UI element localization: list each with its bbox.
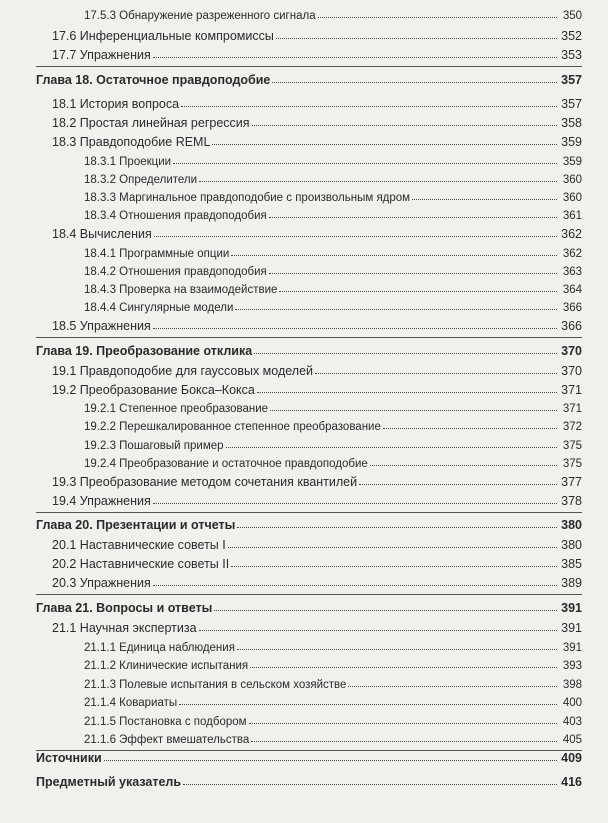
toc-entry-sec <box>52 472 582 489</box>
toc-entry-page: 375 <box>562 440 582 452</box>
toc-entry-title: 19.2 Преобразование Бокса–Кокса <box>52 383 255 397</box>
toc-entry-chap <box>36 515 582 532</box>
toc-entry-title: Предметный указатель <box>36 775 182 789</box>
dot-leader <box>279 291 557 292</box>
toc-entry-sec <box>52 45 582 62</box>
toc-entry-page: 380 <box>561 538 582 552</box>
dot-leader <box>383 428 557 429</box>
dot-leader <box>250 667 557 668</box>
toc-entry-title: 19.2.3 Пошаговый пример <box>84 440 224 452</box>
toc-entry-sub <box>84 151 582 168</box>
toc-entry-title: 19.2.4 Преобразование и остаточное правдоподобие <box>84 458 368 470</box>
dot-leader <box>249 723 557 724</box>
toc-entry-page: 360 <box>562 174 582 186</box>
toc-entry-sec <box>52 224 582 241</box>
toc-entry-title: 18.4.3 Проверка на взаимодействие <box>84 284 278 296</box>
toc-entry-page: 370 <box>561 364 582 378</box>
toc-entry-title: Источники <box>36 751 102 765</box>
toc-entry-page: 377 <box>561 475 582 489</box>
dot-leader <box>153 328 557 329</box>
dot-leader <box>226 447 557 448</box>
toc-entry-title: 21.1.4 Ковариаты <box>84 697 178 709</box>
toc-entry-title: 18.2 Простая линейная регрессия <box>52 116 250 130</box>
toc-entry-page: 361 <box>562 210 582 222</box>
toc-entry-sub <box>84 297 582 314</box>
toc-entry-sub <box>84 416 582 433</box>
toc-entry-title: 18.4 Вычисления <box>52 227 152 241</box>
toc-entry-title: 21.1 Научная экспертиза <box>52 621 197 635</box>
toc-entry-sub <box>84 435 582 452</box>
toc-entry-page: 366 <box>561 319 582 333</box>
toc-entry-sub <box>84 637 582 654</box>
toc-entry-page: 360 <box>562 192 582 204</box>
toc-entry-sub <box>84 261 582 278</box>
dot-leader <box>348 686 557 687</box>
toc-entry-sub <box>84 5 582 22</box>
toc-entry-title: 21.1.3 Полевые испытания в сельском хозяйстве <box>84 679 347 691</box>
toc-entry-page: 391 <box>562 642 582 654</box>
toc-entry-sec <box>52 618 582 635</box>
toc-entry-sub <box>84 205 582 222</box>
toc-entry-page: 362 <box>562 248 582 260</box>
toc-entry-title: 18.3 Правдоподобие REML <box>52 135 211 149</box>
toc-entry-title: 18.3.2 Определители <box>84 174 198 186</box>
toc-entry-title: 19.4 Упражнения <box>52 494 151 508</box>
toc-entry-sub <box>84 729 582 746</box>
toc-entry-title: 17.7 Упражнения <box>52 48 151 62</box>
chapter-separator-rule <box>36 512 582 513</box>
toc-entry-title: Глава 20. Презентации и отчеты <box>36 518 236 532</box>
toc-entry-page: 403 <box>562 716 582 728</box>
toc-entry-page: 375 <box>562 458 582 470</box>
toc-entry-page: 357 <box>561 73 582 87</box>
toc-entry-title: 19.2.1 Степенное преобразование <box>84 403 269 415</box>
dot-leader <box>370 465 557 466</box>
dot-leader <box>153 585 557 586</box>
toc-entry-page: 353 <box>561 48 582 62</box>
toc-entry-page: 409 <box>561 751 582 765</box>
toc-entry-title: 20.3 Упражнения <box>52 576 151 590</box>
dot-leader <box>359 484 557 485</box>
toc-entry-page: 366 <box>562 302 582 314</box>
toc-entry-title: Глава 19. Преобразование отклика <box>36 344 253 358</box>
dot-leader <box>214 610 557 611</box>
toc-entry-page: 380 <box>561 518 582 532</box>
dot-leader <box>154 236 557 237</box>
toc-entry-title: 18.4.2 Отношения правдоподобия <box>84 266 267 278</box>
dot-leader <box>272 82 557 83</box>
toc-entry-page: 385 <box>561 557 582 571</box>
toc-entry-title: Глава 21. Вопросы и ответы <box>36 601 213 615</box>
dot-leader <box>269 217 557 218</box>
toc-entry-page: 405 <box>562 734 582 746</box>
toc-entry-title: 19.3 Преобразование методом сочетания квантилей <box>52 475 358 489</box>
toc-entry-title: 19.2.2 Перешкалированное степенное преобразование <box>84 421 381 433</box>
toc-entry-page: 372 <box>562 421 582 433</box>
toc-entry-title: 20.2 Наставнические советы II <box>52 557 230 571</box>
dot-leader <box>251 741 557 742</box>
toc-entry-page: 400 <box>562 697 582 709</box>
chapter-separator-rule <box>36 750 582 751</box>
toc-entry-page: 371 <box>562 403 582 415</box>
toc-entry-title: 18.3.1 Проекции <box>84 156 172 168</box>
toc-entry-title: 19.1 Правдоподобие для гауссовых моделей <box>52 364 313 378</box>
toc-entry-sub <box>84 187 582 204</box>
toc-entry-title: 17.5.3 Обнаружение разреженного сигнала <box>84 10 316 22</box>
dot-leader <box>179 704 557 705</box>
toc-entry-page: 416 <box>561 775 582 789</box>
toc-entry-sub <box>84 243 582 260</box>
dot-leader <box>235 309 557 310</box>
toc-entry-page: 398 <box>562 679 582 691</box>
dot-leader <box>315 373 557 374</box>
toc-entry-sec <box>52 573 582 590</box>
toc-entry-sec <box>52 132 582 149</box>
toc-entry-page: 391 <box>561 601 582 615</box>
toc-entry-sec <box>52 491 582 508</box>
toc-entry-sec <box>52 113 582 130</box>
toc-entry-title: Глава 18. Остаточное правдоподобие <box>36 73 271 87</box>
toc-entry-sub <box>84 398 582 415</box>
toc-entry-title: 17.6 Инференциальные компромиссы <box>52 29 274 43</box>
dot-leader <box>199 630 557 631</box>
toc-entry-page: 362 <box>561 227 582 241</box>
toc-entry-sec <box>52 94 582 111</box>
dot-leader <box>181 106 557 107</box>
toc-entry-page: 352 <box>561 29 582 43</box>
toc-entry-chap <box>36 341 582 358</box>
dot-leader <box>199 181 557 182</box>
toc-entry-page: 363 <box>562 266 582 278</box>
dot-leader <box>153 57 557 58</box>
toc-entry-page: 359 <box>561 135 582 149</box>
toc-entry-sec <box>52 316 582 333</box>
dot-leader <box>269 273 557 274</box>
toc-entry-page: 393 <box>562 660 582 672</box>
dot-leader <box>173 163 557 164</box>
dot-leader <box>231 255 557 256</box>
dot-leader <box>212 144 557 145</box>
toc-entry-page: 370 <box>561 344 582 358</box>
chapter-separator-rule <box>36 337 582 338</box>
toc-entry-title: 18.5 Упражнения <box>52 319 151 333</box>
dot-leader <box>231 566 557 567</box>
toc-entry-page: 350 <box>562 10 582 22</box>
toc-entry-page: 391 <box>561 621 582 635</box>
toc-entry-sub <box>84 692 582 709</box>
toc-entry-title: 21.1.2 Клинические испытания <box>84 660 249 672</box>
dot-leader <box>318 17 557 18</box>
dot-leader <box>237 527 557 528</box>
chapter-separator-rule <box>36 594 582 595</box>
toc-entry-sub <box>84 169 582 186</box>
toc-entry-title: 20.1 Наставнические советы I <box>52 538 226 552</box>
toc-entry-title: 21.1.6 Эффект вмешательства <box>84 734 250 746</box>
dot-leader <box>270 410 557 411</box>
toc-entry-page: 371 <box>561 383 582 397</box>
toc-entry-sec <box>52 554 582 571</box>
toc-entry-sec <box>52 361 582 378</box>
dot-leader <box>412 199 557 200</box>
toc-entry-title: 18.4.1 Программные опции <box>84 248 230 260</box>
toc-entry-page: 358 <box>561 116 582 130</box>
toc-entry-page: 359 <box>562 156 582 168</box>
dot-leader <box>237 649 557 650</box>
toc-entry-chap <box>36 598 582 615</box>
toc-entry-sub <box>84 279 582 296</box>
toc-entry-sec <box>52 380 582 397</box>
toc-entry-chap <box>36 70 582 87</box>
toc-entry-title: 18.1 История вопроса <box>52 97 180 111</box>
toc-entry-sub <box>84 674 582 691</box>
dot-leader <box>228 547 557 548</box>
toc-entry-page: 378 <box>561 494 582 508</box>
chapter-separator-rule <box>36 66 582 67</box>
dot-leader <box>183 784 557 785</box>
toc-entry-title: 18.3.3 Маргинальное правдоподобие с произвольным ядром <box>84 192 411 204</box>
toc-entry-title: 18.4.4 Сингулярные модели <box>84 302 234 314</box>
toc-entry-page: 357 <box>561 97 582 111</box>
toc-entry-sec <box>52 26 582 43</box>
toc-entry-title: 21.1.5 Постановка с подбором <box>84 716 247 728</box>
dot-leader <box>276 38 557 39</box>
dot-leader <box>257 392 557 393</box>
toc-entry-title: 21.1.1 Единица наблюдения <box>84 642 235 654</box>
toc-entry-sec <box>52 535 582 552</box>
toc-entry-page: 364 <box>562 284 582 296</box>
toc-entry-sub <box>84 655 582 672</box>
dot-leader <box>153 503 557 504</box>
toc-entry-title: 18.3.4 Отношения правдоподобия <box>84 210 267 222</box>
dot-leader <box>254 353 557 354</box>
dot-leader <box>252 125 557 126</box>
toc-entry-sub <box>84 711 582 728</box>
dot-leader <box>104 760 557 761</box>
toc-entry-sub <box>84 453 582 470</box>
toc-entry-chap <box>36 772 582 789</box>
toc-entry-page: 389 <box>561 576 582 590</box>
